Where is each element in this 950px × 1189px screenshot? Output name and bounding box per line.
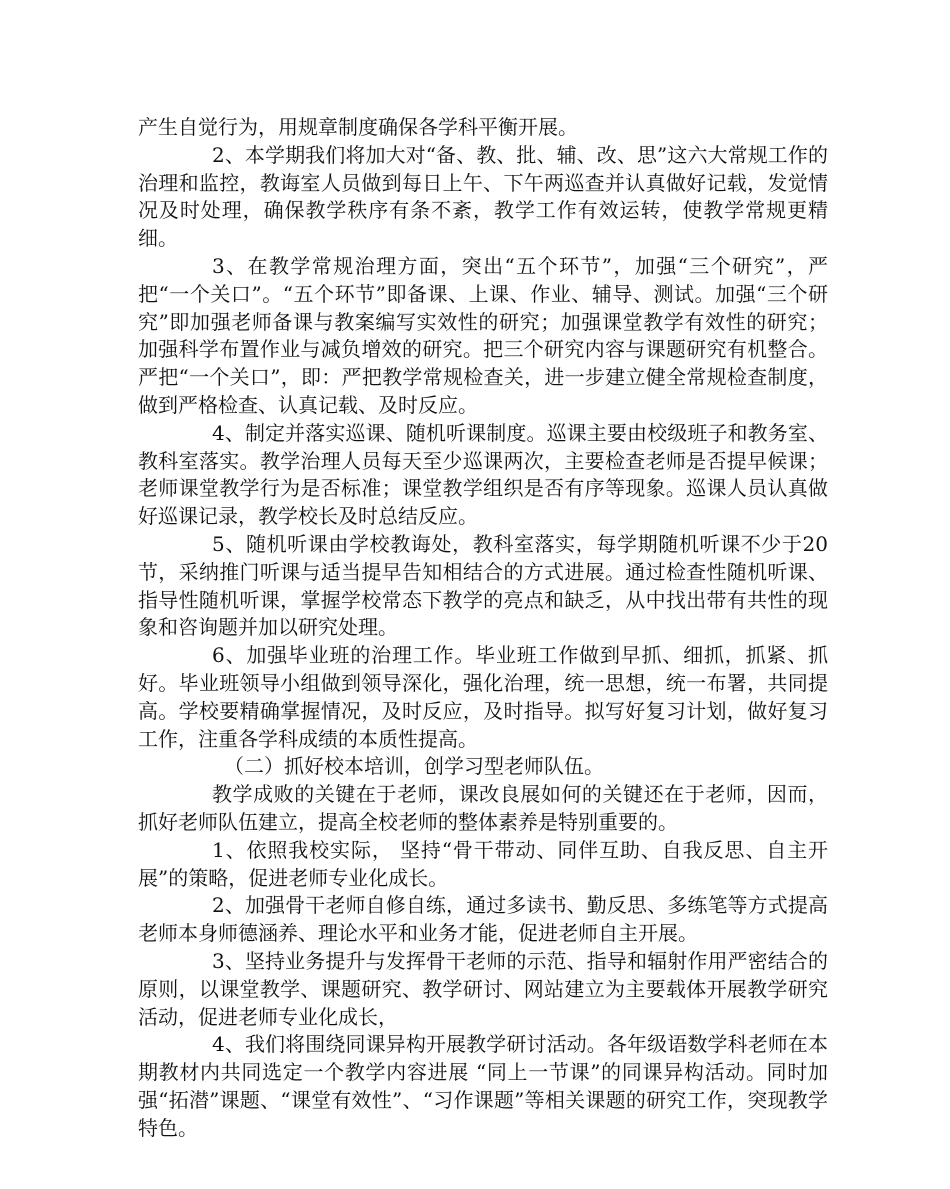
training-item-2: 2、加强骨干老师自修自练，通过多读书、勤反思、多练笔等方式提高老师本身师德涵养、理论水平和业务才能，促进老师自主开展。: [138, 893, 828, 946]
document-body: [138, 114, 828, 1142]
paragraph-item-2: 2、本学期我们将加大对“备、教、批、辅、改、思”这六大常规工作的治理和监控，教诲室人员做到每日上午、下午两巡查并认真做好记载，发觉情况及时处理，确保教学秩序有条不紊，教学工作有效运转，使教学常规更精细。: [138, 142, 828, 251]
training-item-1: 1、依照我校实际， 坚持“骨干带动、同伴互助、自我反思、自主开展”的策略，促进老师专业化成长。: [138, 837, 828, 890]
training-item-3: 3、坚持业务提升与发挥骨干老师的示范、指导和辐射作用严密结合的原则，以课堂教学、课题研究、教学研讨、网站建立为主要载体开展教学研究活动，促进老师专业化成长，: [138, 948, 828, 1029]
paragraph-continuation: 产生自觉行为，用规章制度确保各学科平衡开展。: [138, 115, 578, 139]
training-item-4: 4、我们将围绕同课异构开展教学研讨活动。各年级语数学科老师在本期教材内共同选定一个教学内容进展 “同上一节课”的同课异构活动。同时加强“拓潜”课题、“课堂有效性”、“习作课题”等相关课题的研究工作，突现教学特色。: [138, 1032, 828, 1140]
paragraph-item-6: 6、加强毕业班的治理工作。毕业班工作做到早抓、细抓，抓紧、抓好。毕业班领导小组做到领导深化，强化治理，统一思想，统一布署，共同提高。学校要精确掌握情况，及时反应，及时指导。拟写好复习计划，做好复习工作，注重各学科成绩的本质性提高。: [138, 643, 828, 751]
paragraph-item-4: 4、制定并落实巡课、随机听课制度。巡课主要由校级班子和教务室、教科室落实。教学治理人员每天至少巡课两次，主要检查老师是否提早候课；老师课堂教学行为是否标准；课堂教学组织是否有序等现象。巡课人员认真做好巡课记录，教学校长及时总结反应。: [138, 420, 828, 529]
section-heading: （二）抓好校本培训，创学习型老师队伍。: [224, 754, 604, 779]
paragraph-item-3: 3、在教学常规治理方面，突出“五个环节”，加强“三个研究”，严把“一个关口”。“五个环节”即备课、上课、作业、辅导、测试。加强“三个研究”即加强老师备课与教案编写实效性的研究；加强课堂教学有效性的研究；加强科学布置作业与减负增效的研究。把三个研究内容与课题研究有机整合。严把“一个关口”，即：严把教学常规检查关，进一步建立健全常规检查制度，做到严格检查、认真记载、及时反应。: [138, 253, 828, 417]
section-intro: 教学成败的关键在于老师，课改良展如何的关键还在于老师，因而，抓好老师队伍建立，提高全校老师的整体素养是特别重要的。: [138, 782, 828, 834]
paragraph-item-5: 5、随机听课由学校教诲处，教科室落实，每学期随机听课不少于20节，采纳推门听课与适当提早告知相结合的方式进展。通过检查性随机听课、指导性随机听课，掌握学校常态下教学的亮点和缺乏，从中找出带有共性的现象和咨询题并加以研究处理。: [138, 531, 828, 640]
